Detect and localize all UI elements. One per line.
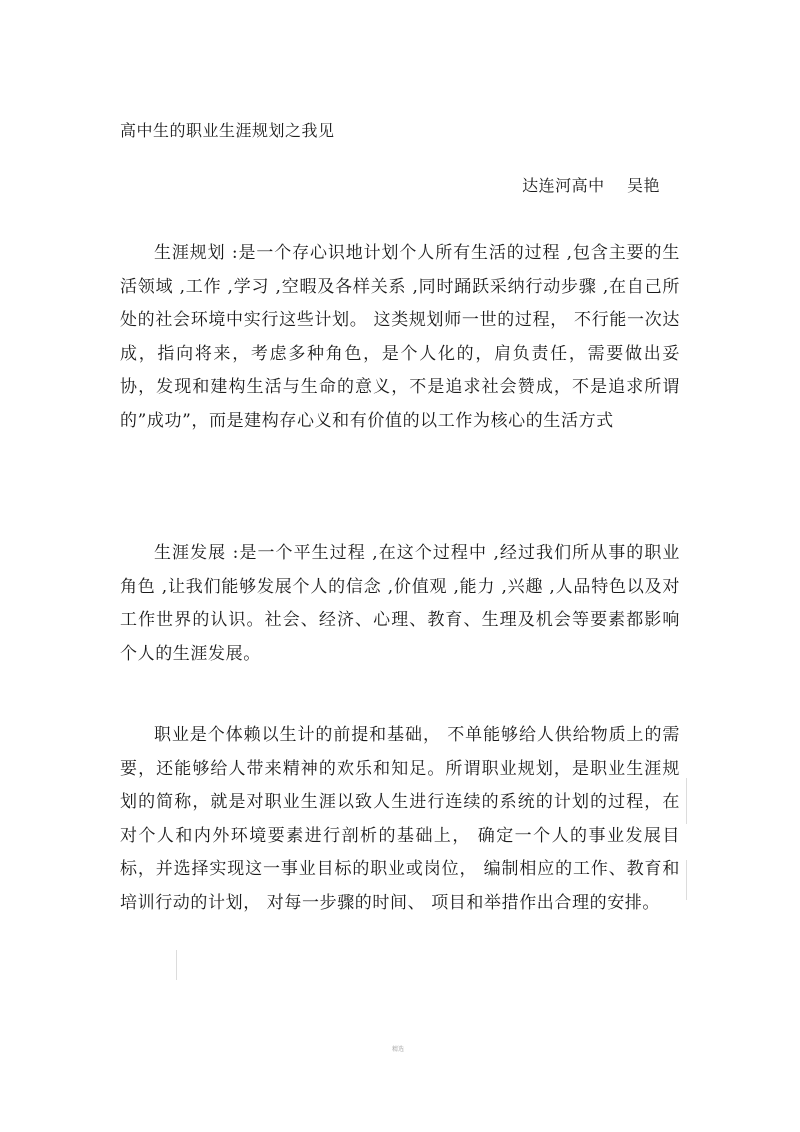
document-author: 达连河高中 吴艳 xyxy=(522,176,660,195)
scan-artifact-line xyxy=(686,778,687,824)
paragraph-career-development: 生涯发展 :是一个平生过程 ,在这个过程中 ,经过我们所从事的职业角色 ,让我们能够发展个人的信念 ,价值观 ,能力 ,兴趣 ,人品特色以及对工作世界的认识。社会、经济、心理、教育、生理及机会等要素都影响个人的生涯发展。 xyxy=(120,543,680,664)
scan-artifact-line xyxy=(686,860,687,900)
page-footer: 精选 xyxy=(392,1046,405,1053)
document-title: 高中生的职业生涯规划之我见 xyxy=(120,121,335,140)
paragraph-occupation: 职业是个体赖以生计的前提和基础， 不单能够给人供给物质上的需要，还能够给人带来精神的欢乐和知足。所谓职业规划，是职业生涯规划的简称，就是对职业生涯以致人生进行连续的系统的计划的过程，在对个人和内外环境要素进行剖析的基础上， 确定一个人的事业发展目标，并选择实现这一事业目标的职业或岗位， 编制相应的工作、教育和培训行动的计划， 对每一步骤的时间、 项目和举措作出合理的安排。 xyxy=(120,725,680,913)
paragraph-career-planning: 生涯规划 :是一个存心识地计划个人所有生活的过程 ,包含主要的生活领域 ,工作 ,学习 ,空暇及各样关系 ,同时踊跃采纳行动步骤 ,在自己所处的社会环境中实行这些计划。 这类规划师一世的过程， 不行能一次达成，指向将来，考虑多种角色，是个人化的，肩负责任，需要做出妥协，发现和建构生活与生命的意义，不是追求社会赞成，不是追求所谓的”成功”，而是建构存心义和有价值的以工作为核心的生活方式 xyxy=(120,243,680,431)
scan-artifact-line xyxy=(176,950,177,980)
